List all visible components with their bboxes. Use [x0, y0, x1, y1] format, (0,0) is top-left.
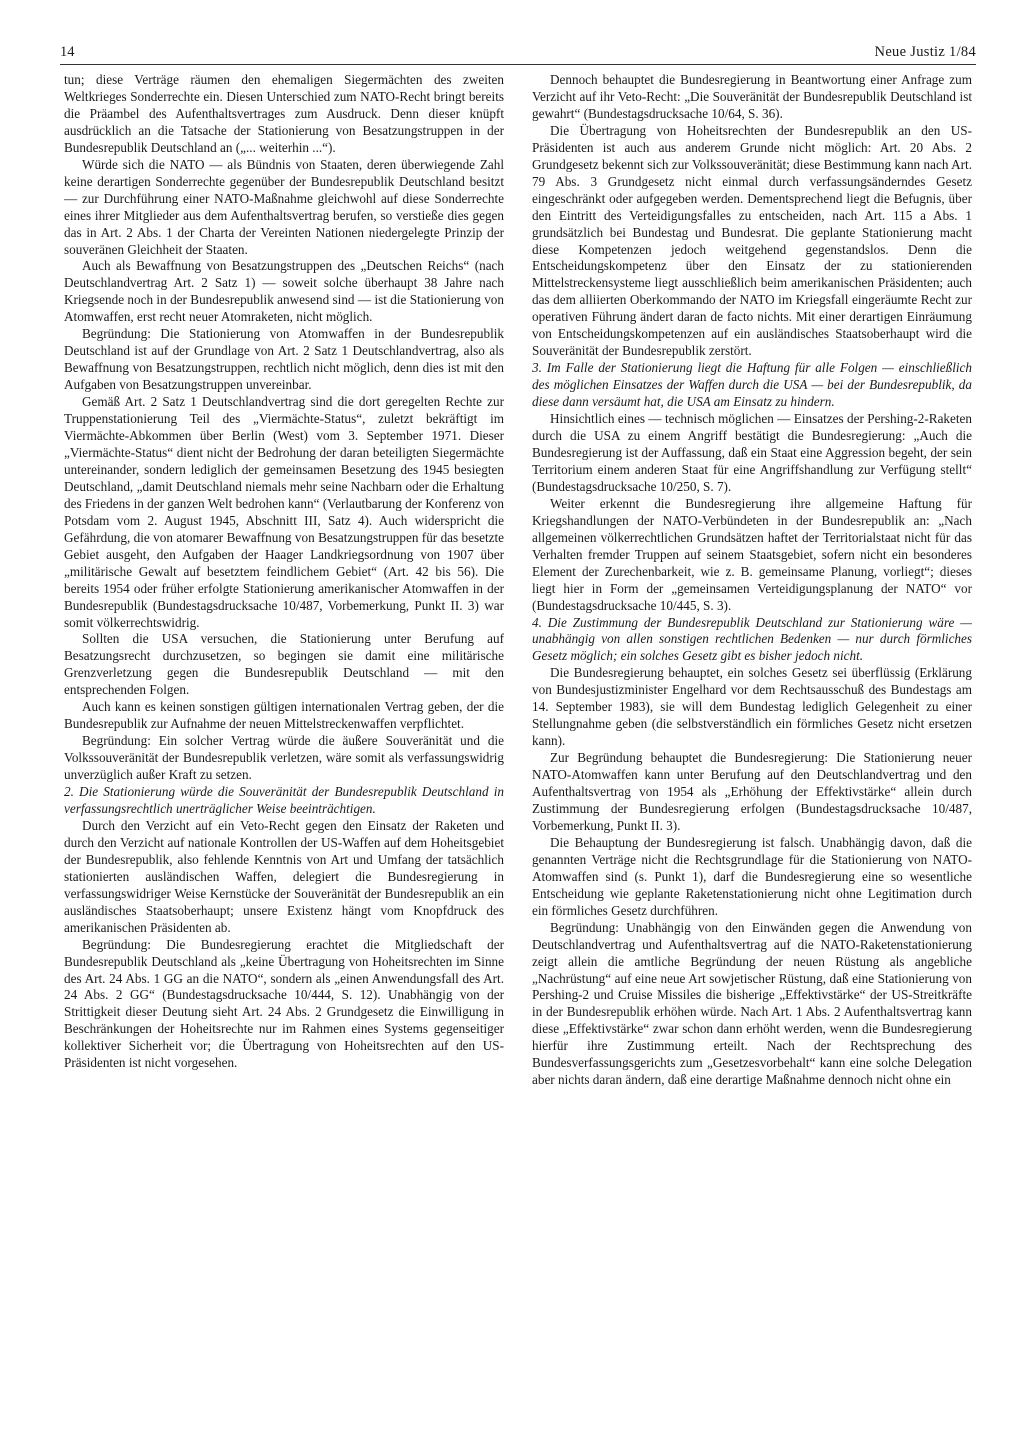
section-heading: 2. Die Stationierung würde die Souveränität der Bundesrepublik Deutschland in verfassungsrechtlich unerträglicher Weise beeinträchtigen.	[64, 784, 504, 816]
paragraph: Begründung: Unabhängig von den Einwänden gegen die Anwendung von Deutschlandvertrag und Aufenthaltsvertrag auf die NATO-Raketenstationierung zeigt allein die amtliche Begründung der neuen Rüstung als angebliche „Nachrüstung“ auf eine neue Art sowjetischer Rüstung, daß eine Stationierung von Pershing-2 und Cruise Missiles die bisherige „Effektivstärke“ der US-Streitkräfte in der Bundesrepublik erhöhen würde. Nach Art. 1 Abs. 2 Aufenthaltsvertrag kann diese „Effektivstärke“ zwar schon dann erhöht werden, wenn die Bundesregierung hierfür ihre Zustimmung erteilt. Nach der Rechtsprechung des Bundesverfassungsgerichts zum „Gesetzesvorbehalt“ kann eine solche Delegation aber nichts daran ändern, daß eine derartige Maßnahme dennoch nicht ohne ein	[532, 919, 972, 1088]
paragraph: Die Übertragung von Hoheitsrechten der Bundesrepublik an den US-Präsidenten ist auch aus anderem Grunde nicht möglich: Art. 20 Abs. 2 Grundgesetz bekennt sich zur Volkssouveränität; diese Bestimmung kann nach Art. 79 Abs. 3 Grundgesetz nicht einmal durch verfassungsänderndes Gesetz eingeschränkt oder aufgegeben werden. Dementsprechend liegt die Befugnis, über den Eintritt des Verteidigungsfalles zu entscheiden, nach Art. 115 a Abs. 1 grundsätzlich bei Bundestag und Bundesrat. Die geplante Stationierung macht diese Kompetenzen jedoch weitgehend gegenstandslos. Denn die Entscheidungskompetenz über den Einsatz der zu stationierenden Mittelstreckensysteme liegt ausschließlich beim amerikanischen Präsidenten; auch das dem alliierten Oberkommando der NATO im Kriegsfall eingeräumte Recht zur operativen Führung ändert daran de facto nichts. Mit einer derartigen Einräumung von Entscheidungskompetenzen auf ein ausländisches Staatsoberhaupt wird die Souveränität der Bundesrepublik zerstört.	[532, 122, 972, 359]
section-heading: 4. Die Zustimmung der Bundesrepublik Deutschland zur Stationierung wäre — unabhängig von allen sonstigen rechtlichen Bedenken — nur durch förmliches Gesetz möglich; ein solches Gesetz gibt es bisher jedoch nicht.	[532, 614, 972, 664]
paragraph: Begründung: Die Stationierung von Atomwaffen in der Bundesrepublik Deutschland ist auf der Grundlage von Art. 2 Satz 1 Deutschlandvertrag, also als Bewaffnung von Besatzungstruppen, rechtlich nicht möglich, denn dies ist mit den Aufgaben von Besatzungstruppen unvereinbar.	[64, 326, 504, 393]
paragraph: Auch kann es keinen sonstigen gültigen internationalen Vertrag geben, der die Bundesrepublik zur Aufnahme der neuen Mittelstreckenwaffen verpflichtet.	[64, 699, 504, 732]
paragraph: Sollten die USA versuchen, die Stationierung unter Berufung auf Besatzungsrecht durchzusetzen, so begingen sie damit eine militärische Grenzverletzung gegen die Bundesrepublik Deutschland — mit den entsprechenden Folgen.	[64, 631, 504, 698]
paragraph: Hinsichtlich eines — technisch möglichen — Einsatzes der Pershing-2-Raketen durch die USA zu einem Angriff bestätigt die Bundesregierung: „Auch die Bundesregierung ist der Auffassung, daß ein Staat eine Aggression begeht, der sein Territorium einem anderen Staat für eine Angriffshandlung zur Verfügung stellt“ (Bundestagsdrucksache 10/250, S. 7).	[532, 411, 972, 494]
page-number: 14	[60, 44, 75, 60]
paragraph: Auch als Bewaffnung von Besatzungstruppen des „Deutschen Reichs“ (nach Deutschlandvertrag Art. 2 Satz 1) — soweit solche überhaupt 38 Jahre nach Kriegsende noch in der Bundesrepublik anwesend sind — ist die Stationierung von Atomwaffen, erst recht neuer Atomraketen, nicht möglich.	[64, 258, 504, 325]
paragraph: Durch den Verzicht auf ein Veto-Recht gegen den Einsatz der Raketen und durch den Verzicht auf nationale Kontrollen der US-Waffen auf dem Hoheitsgebiet der Bundesrepublik, also fehlende Kenntnis von Art und Umfang der tatsächlich stationierten ausländischen Waffen, delegiert die Bundesregierung in verfassungswidriger Weise Kernstücke der Souveränität der Bundesrepublik an ein ausländisches Staatsoberhaupt; unsere Existenz hängt vom Knopfdruck des amerikanischen Präsidenten ab.	[64, 817, 504, 935]
paragraph: Zur Begründung behauptet die Bundesregierung: Die Stationierung neuer NATO-Atomwaffen kann unter Berufung auf den Deutschlandvertrag und den Aufenthaltsvertrag von 1954 als „Erhöhung der Effektivstärke“ allein durch Zustimmung der Bundesregierung erfolgen (Bundestagsdrucksache 10/487, Vorbemerkung, Punkt II. 3).	[532, 750, 972, 833]
section-heading: 3. Im Falle der Stationierung liegt die Haftung für alle Folgen — einschließlich des möglichen Einsatzes der Waffen durch die USA — bei der Bundesrepublik, da diese dann versäumt hat, die USA am Einsatz zu hindern.	[532, 360, 972, 410]
page-header	[60, 44, 976, 66]
paragraph: tun; diese Verträge räumen den ehemaligen Siegermächten des zweiten Weltkrieges Sonderrechte ein. Diesen Unterschied zum NATO-Recht bringt bereits die Präambel des Aufenthaltsvertrages zum Ausdruck. Denn dieser knüpft ausdrücklich an die Tatsache der Stationierung von Besatzungstruppen in der Bundesrepublik Deutschland an („... weiterhin ...“).	[64, 72, 504, 155]
paragraph: Dennoch behauptet die Bundesregierung in Beantwortung einer Anfrage zum Verzicht auf ihr Veto-Recht: „Die Souveränität der Bundesrepublik Deutschland ist gewahrt“ (Bundestagsdrucksache 10/64, S. 36).	[532, 72, 972, 121]
header-rule	[60, 64, 976, 65]
journal-title: Neue Justiz 1/84	[874, 44, 976, 60]
paragraph: Die Behauptung der Bundesregierung ist falsch. Unabhängig davon, daß die genannten Verträge nicht die Rechtsgrundlage für die Stationierung von NATO-Atomwaffen sind (s. Punkt 1), darf die Bundesregierung eine so wesentliche Entscheidung wie geplante Raketenstationierung nicht ohne Legitimation durch ein förmliches Gesetz durchführen.	[532, 834, 972, 918]
left-column	[64, 72, 504, 1072]
paragraph: Die Bundesregierung behauptet, ein solches Gesetz sei überflüssig (Erklärung von Bundesjustizminister Engelhard vor dem Rechtsausschuß des Bundestags am 14. September 1983), sie will dem Bundestag lediglich Gelegenheit zu einer Stellungnahme geben (die selbstverständlich ein förmliches Gesetz nicht ersetzen kann).	[532, 665, 972, 749]
paragraph: Begründung: Ein solcher Vertrag würde die äußere Souveränität und die Volkssouveränität der Bundesrepublik verletzen, wäre somit als verfassungswidrig unverzüglich außer Kraft zu setzen.	[64, 733, 504, 783]
paragraph: Würde sich die NATO — als Bündnis von Staaten, deren überwiegende Zahl keine derartigen Sonderrechte gegenüber der Bundesrepublik Deutschland besitzt — zur Durchführung einer NATO-Maßnahme gleichwohl auf diese Sonderrechte eines ihrer Mitglieder aus dem Aufenthaltsvertrag berufen, so verstieße dies gegen das in Art. 2 Abs. 1 der Charta der Vereinten Nationen niedergelegte Prinzip der souveränen Gleichheit der Staaten.	[64, 156, 504, 257]
paragraph: Gemäß Art. 2 Satz 1 Deutschlandvertrag sind die dort geregelten Rechte zur Truppenstationierung Teil des „Viermächte-Status“, zuletzt bekräftigt im Viermächte-Abkommen über Berlin (West) vom 3. September 1971. Dieser „Viermächte-Status“ dient nicht der Bedrohung der daran beteiligten Siegermächte untereinander, sondern lediglich der gemeinsamen Besetzung des 1945 besiegten Deutschland, „damit Deutschland niemals mehr seine Nachbarn oder die Erhaltung des Friedens in der ganzen Welt bedrohen kann“ (Verlautbarung der Konferenz von Potsdam vom 2. August 1945, Abschnitt III, Satz 4). Auch widerspricht die Gefährdung, die von atomarer Bewaffnung von Besatzungstruppen für das besetzte Gebiet ausgeht, den Aufgaben der Haager Landkriegsordnung von 1907 über „militärische Gewalt auf besetztem feindlichem Gebiet“ (Art. 42 bis 56). Die bereits 1954 oder früher erfolgte Stationierung amerikanischer Atomwaffen in der Bundesrepublik (Bundestagsdrucksache 10/487, Vorbemerkung, Punkt II. 3) war somit völkerrechtswidrig.	[64, 394, 504, 630]
right-column	[532, 72, 972, 1089]
paragraph: Begründung: Die Bundesregierung erachtet die Mitgliedschaft der Bundesrepublik Deutschland als „keine Übertragung von Hoheitsrechten im Sinne des Art. 24 Abs. 1 GG an die NATO“, sondern als „einen Anwendungsfall des Art. 24 Abs. 2 GG“ (Bundestagsdrucksache 10/444, S. 12). Unabhängig von der Strittigkeit dieser Deutung sieht Art. 24 Abs. 2 Grundgesetz die Einwilligung in Beschränkungen der Hoheitsrechte nur im Rahmen eines Systems gegenseitiger kollektiver Sicherheit vor; die Übertragung von Hoheitsrechten auf den US-Präsidenten ist nicht vorgesehen.	[64, 936, 504, 1071]
paragraph: Weiter erkennt die Bundesregierung ihre allgemeine Haftung für Kriegshandlungen der NATO-Verbündeten in der Bundesrepublik an: „Nach allgemeinen völkerrechtlichen Grundsätzen haftet der Territorialstaat nicht für das Verhalten fremder Truppen auf seinem Staatsgebiet, sofern nicht ein besonderes Element der Zurechenbarkeit, wie z. B. gemeinsame Planung, vorliegt“; dieses liegt hier in Form der „gemeinsamen Verteidigungsplanung der NATO“ vor (Bundestagsdrucksache 10/445, S. 3).	[532, 495, 972, 613]
